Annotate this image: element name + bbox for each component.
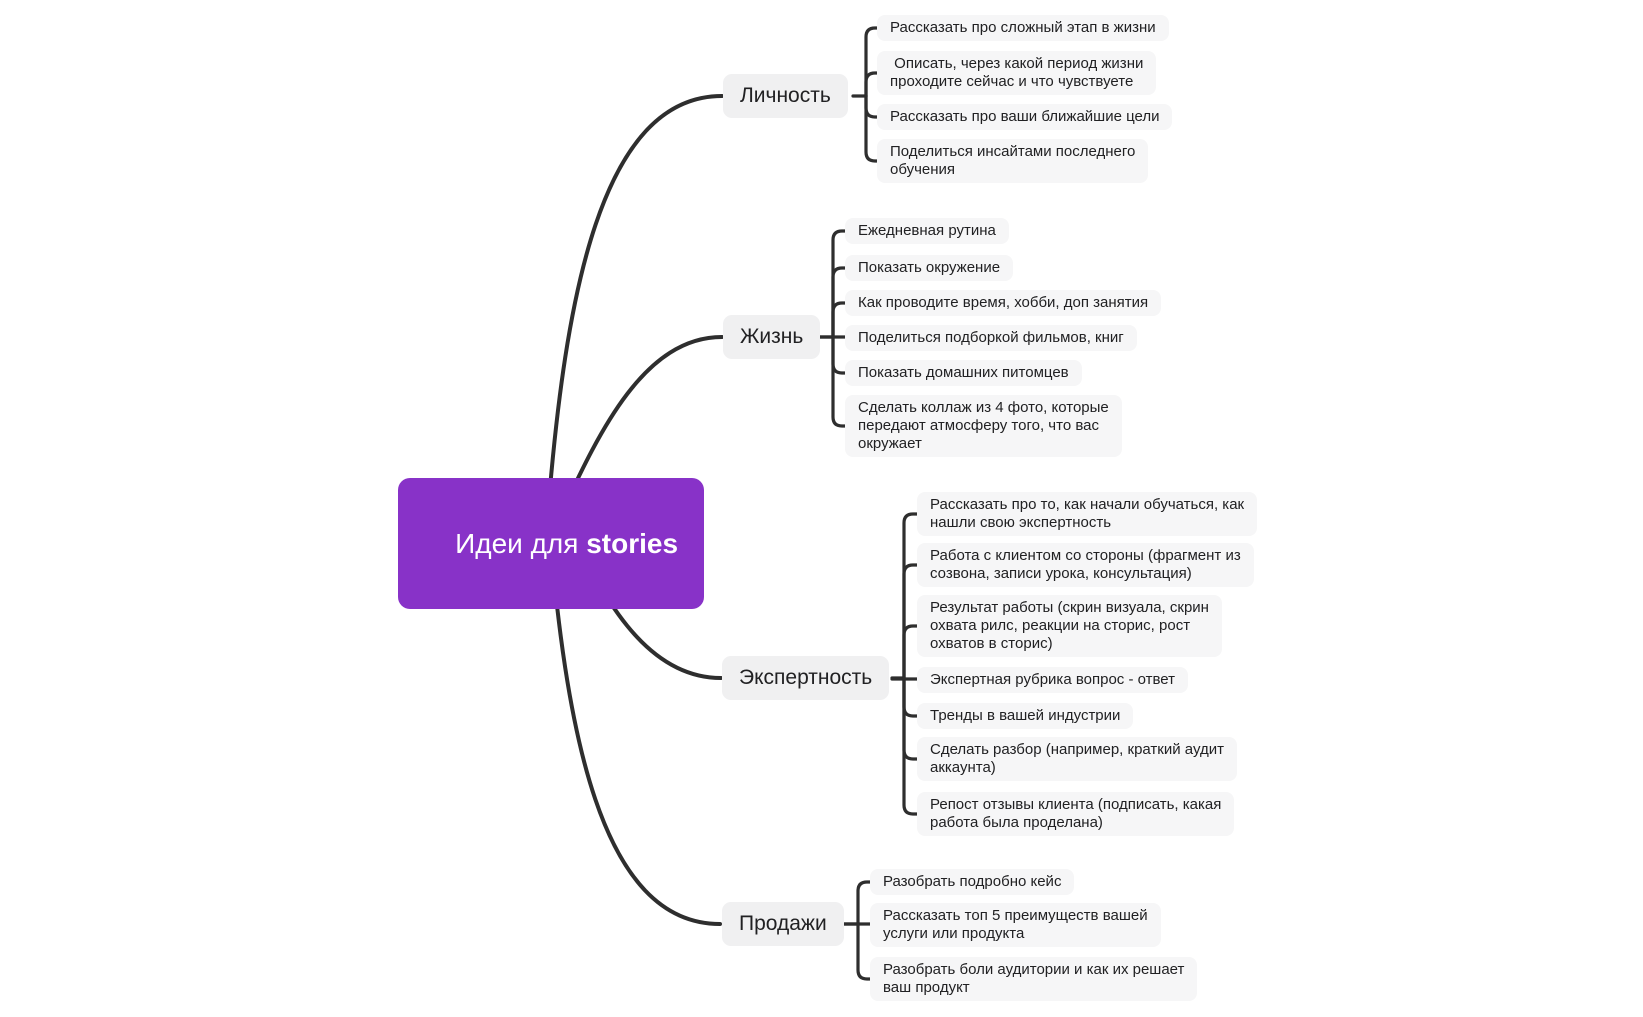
leaf-line: работа была проделана) <box>930 814 1103 831</box>
leaf-line: ваш продукт <box>883 979 970 996</box>
leaf-node[interactable] <box>845 218 1009 244</box>
connector-personality-leaf-3 <box>866 96 877 117</box>
connector-life-leaf-6 <box>833 337 845 426</box>
leaf-line: Репост отзывы клиента (подписать, какая <box>930 796 1222 813</box>
leaf-line: обучения <box>890 161 956 178</box>
leaf-line: охватов в сторис) <box>930 635 1053 652</box>
leaf-line: Сделать разбор (например, краткий аудит <box>930 741 1224 758</box>
leaf-line: Рассказать про то, как начали обучаться, как <box>930 496 1245 513</box>
leaf-line: Экспертная рубрика вопрос - ответ <box>930 671 1176 688</box>
leaf-node[interactable] <box>917 703 1133 729</box>
leaf-node[interactable] <box>877 139 1148 183</box>
leaf-line: Показать домашних питомцев <box>858 364 1069 381</box>
leaf-line: аккаунта) <box>930 759 996 776</box>
leaf-line: Результат работы (скрин визуала, скрин <box>930 599 1209 616</box>
branch-node-sales[interactable]: Продажи <box>722 902 844 946</box>
leaf-node[interactable] <box>870 903 1161 947</box>
leaf-node[interactable] <box>877 51 1156 95</box>
leaf-line: Поделиться инсайтами последнего <box>890 143 1136 160</box>
leaf-node[interactable] <box>845 360 1082 386</box>
connector-personality-leaf-2 <box>866 73 877 96</box>
leaf-node[interactable] <box>877 104 1172 130</box>
leaf-node[interactable] <box>845 255 1013 281</box>
branch-node-expertise[interactable]: Экспертность <box>722 656 889 700</box>
leaf-line: Разобрать боли аудитории и как их решает <box>883 961 1185 978</box>
leaf-node[interactable] <box>917 492 1257 536</box>
leaf-node[interactable] <box>917 595 1222 657</box>
branch-node-life[interactable]: Жизнь <box>723 315 820 359</box>
central-topic[interactable] <box>398 478 704 609</box>
connector-life-leaf-1 <box>833 231 845 337</box>
leaf-line: Ежедневная рутина <box>858 222 996 239</box>
leaf-node[interactable] <box>877 15 1169 41</box>
connector-sales-leaf-3 <box>858 924 870 979</box>
connector-expertise-leaf-2 <box>904 565 917 678</box>
central-topic-text-bold: stories <box>586 528 679 559</box>
leaf-line: Сделать коллаж из 4 фото, которые <box>858 399 1109 416</box>
leaf-line: Показать окружение <box>858 259 1001 276</box>
leaf-line: Рассказать про сложный этап в жизни <box>890 19 1156 36</box>
leaf-line: услуги или продукта <box>883 925 1025 942</box>
connector-sales-leaf-1 <box>858 882 870 924</box>
connector-expertise-leaf-6 <box>904 678 917 759</box>
connector-expertise-leaf-1 <box>904 514 917 678</box>
leaf-line: нашли свою экспертность <box>930 514 1112 531</box>
leaf-node[interactable] <box>845 325 1137 351</box>
leaf-line: Поделиться подборкой фильмов, книг <box>858 329 1124 346</box>
leaf-line: Тренды в вашей индустрии <box>930 707 1121 724</box>
leaf-node[interactable] <box>870 957 1197 1001</box>
connector-life-leaf-3 <box>833 303 845 337</box>
central-topic-text: Идеи для <box>455 528 587 559</box>
leaf-line: Описать, через какой период жизни <box>890 55 1144 72</box>
connector-personality-leaf-4 <box>866 96 877 161</box>
leaf-node[interactable] <box>917 667 1188 693</box>
leaf-node[interactable] <box>870 869 1074 895</box>
connector-expertise-leaf-5 <box>904 678 917 716</box>
leaf-node[interactable] <box>917 543 1254 587</box>
leaf-node[interactable] <box>845 290 1161 316</box>
leaf-line: Рассказать про ваши ближайшие цели <box>890 108 1160 125</box>
leaf-line: созвона, записи урока, консультация) <box>930 565 1192 582</box>
leaf-line: охвата рилс, реакции на сторис, рост <box>930 617 1191 634</box>
branch-node-personality[interactable]: Личность <box>723 74 848 118</box>
leaf-line: Как проводите время, хобби, доп занятия <box>858 294 1149 311</box>
leaf-node[interactable] <box>845 395 1122 457</box>
connector-expertise-leaf-7 <box>904 678 917 814</box>
leaf-line: Разобрать подробно кейс <box>883 873 1062 890</box>
leaf-line: Работа с клиентом со стороны (фрагмент из <box>930 547 1241 564</box>
connector-expertise-leaf-3 <box>904 626 917 678</box>
leaf-line: Рассказать топ 5 преимуществ вашей <box>883 907 1148 924</box>
leaf-node[interactable] <box>917 792 1234 836</box>
leaf-line: окружает <box>858 435 922 452</box>
connector-life-leaf-5 <box>833 337 845 373</box>
connector-center-personality <box>548 96 722 512</box>
leaf-line: проходите сейчас и что чувствуете <box>890 73 1134 90</box>
connector-personality-leaf-1 <box>866 28 877 96</box>
leaf-line: передают атмосферу того, что вас <box>858 417 1099 434</box>
leaf-node[interactable] <box>917 737 1237 781</box>
